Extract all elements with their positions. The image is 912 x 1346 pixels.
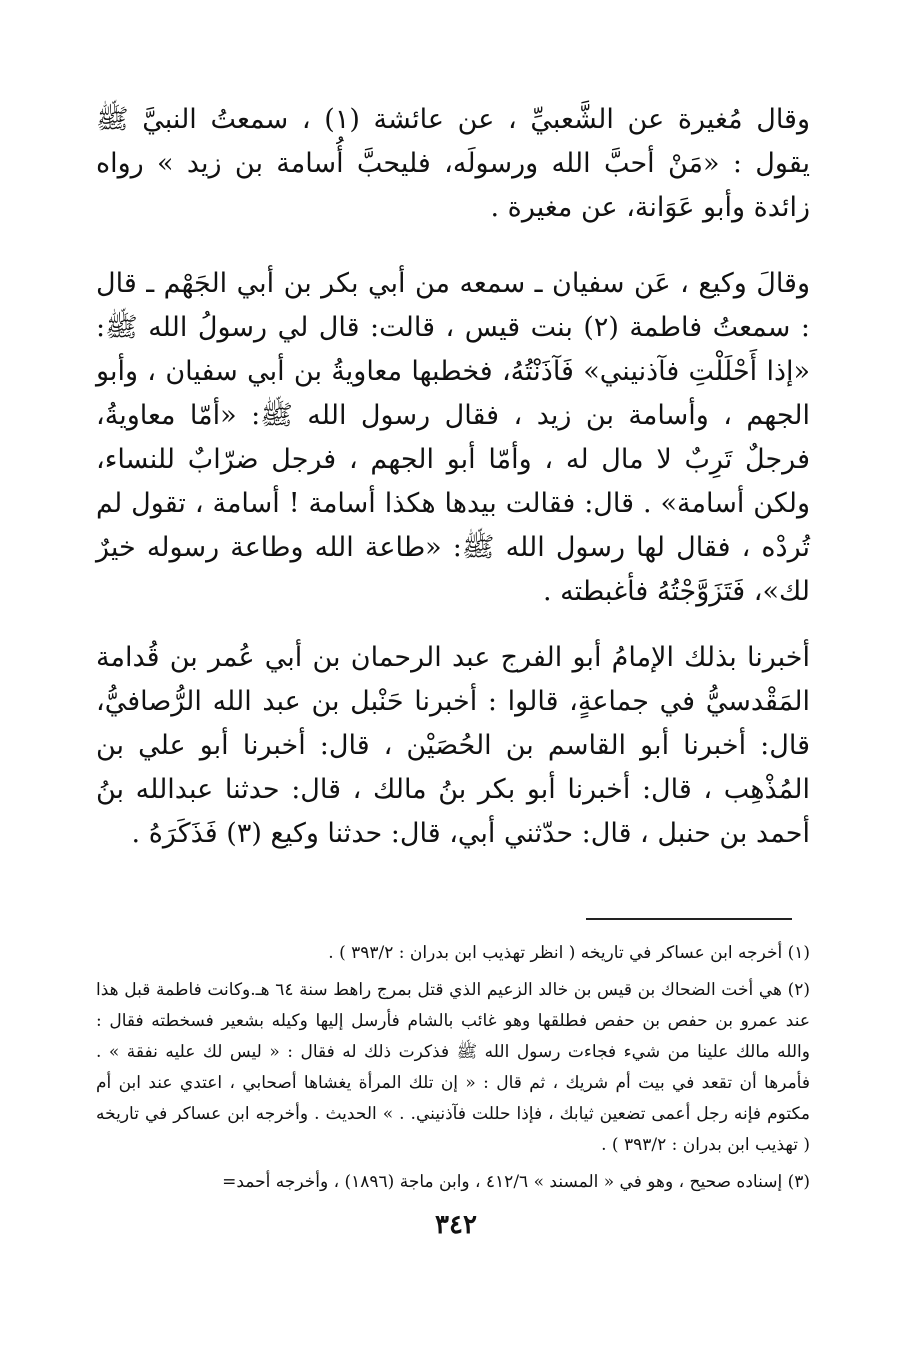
footnote-separator [586,918,792,920]
body-paragraph-1: وقال مُغيرة عن الشَّعبيِّ ، عن عائشة (١) ، سمعتُ النبيَّ ﷺ يقول : «مَنْ أحبَّ الله ورسولَه، فليحبَّ أُسامة بن زيد » رواه زائدة وأبو عَوَانة، عن مغيرة . [96,104,810,223]
page-number: ٣٤٢ [435,1210,477,1240]
body-paragraph-3: أخبرنا بذلك الإمامُ أبو الفرج عبد الرحمان بن أبي عُمر بن قُدامة المَقْدسيُّ في جماعةٍ، قالوا : أخبرنا حَنْبل بن عبد الله الرُّصافيُّ، قال: أخبرنا أبو القاسم بن الحُصَيْن ، قال: أخبرنا أبو علي بن المُذْهِب ، قال: أخبرنا أبو بكر بنُ مالك ، قال: حدثنا عبدالله بنُ أحمد بن حنبل ، قال: حدّثني أبي، قال: حدثنا وكيع (٣) فَذَكَرَهُ . [96,642,810,849]
footnote-3: (٣) إسناده صحيح ، وهو في « المسند » ٤١٢/٦ ، وابن ماجة (١٨٩٦) ، وأخرجه أحمد= [222,1172,810,1192]
body-paragraph-2: وقالَ وكيع ، عَن سفيان ـ سمعه من أبي بكر بن أبي الجَهْم ـ قال : سمعتُ فاطمة (٢) بنت قيس ، قالت: قال لي رسولُ الله ﷺ: «إذا أَحْلَلْتِ فآذنيني» فَآذَنْتُهُ، فخطبها معاويةُ بن أبي سفيان ، وأبو الجهم ، وأسامة بن زيد ، فقال رسول الله ﷺ: «أمّا معاويةُ، فرجلٌ تَرِبٌ لا مال له ، وأمّا أبو الجهم ، فرجل ضرّابٌ للنساء، ولكن أسامة» . قال: فقالت بيدها هكذا أسامة ! أسامة ، تقول لم تُردْه ، فقال لها رسول الله ﷺ: «طاعة الله وطاعة رسوله خيرٌ لك»، فَتَزَوَّجْتُهُ فأغبطته . [96,268,810,607]
footnotes [96,938,810,1204]
footnote-1: (١) أخرجه ابن عساكر في تاريخه ( انظر تهذيب ابن بدران : ٣٩٣/٢ ) . [328,943,810,963]
footnote-2: (٢) هي أخت الضحاك بن قيس بن خالد الزعيم الذي قتل بمرج راهط سنة ٦٤ هـ.وكانت فاطمة قبل هذا عند عمرو بن حفص بن حفص فطلقها وهو غائب بالشام فأرسل إليها وكيله بشعير فسخطته فقال : والله مالك علينا من شيء فجاءت رسول الله ﷺ فذكرت ذلك له فقال : « ليس لك عليه نفقة » . فأمرها أن تقعد في بيت أم شريك ، ثم قال : « إن تلك المرأة يغشاها أصحابي ، اعتدي عند ابن أم مكتوم فإنه رجل أعمى تضعين ثيابك ، فإذا حللت فآذنيني. . » الحديث . وأخرجه ابن عساكر في تاريخه ( تهذيب ابن بدران : ٣٩٣/٢ ) . [96,980,811,1155]
